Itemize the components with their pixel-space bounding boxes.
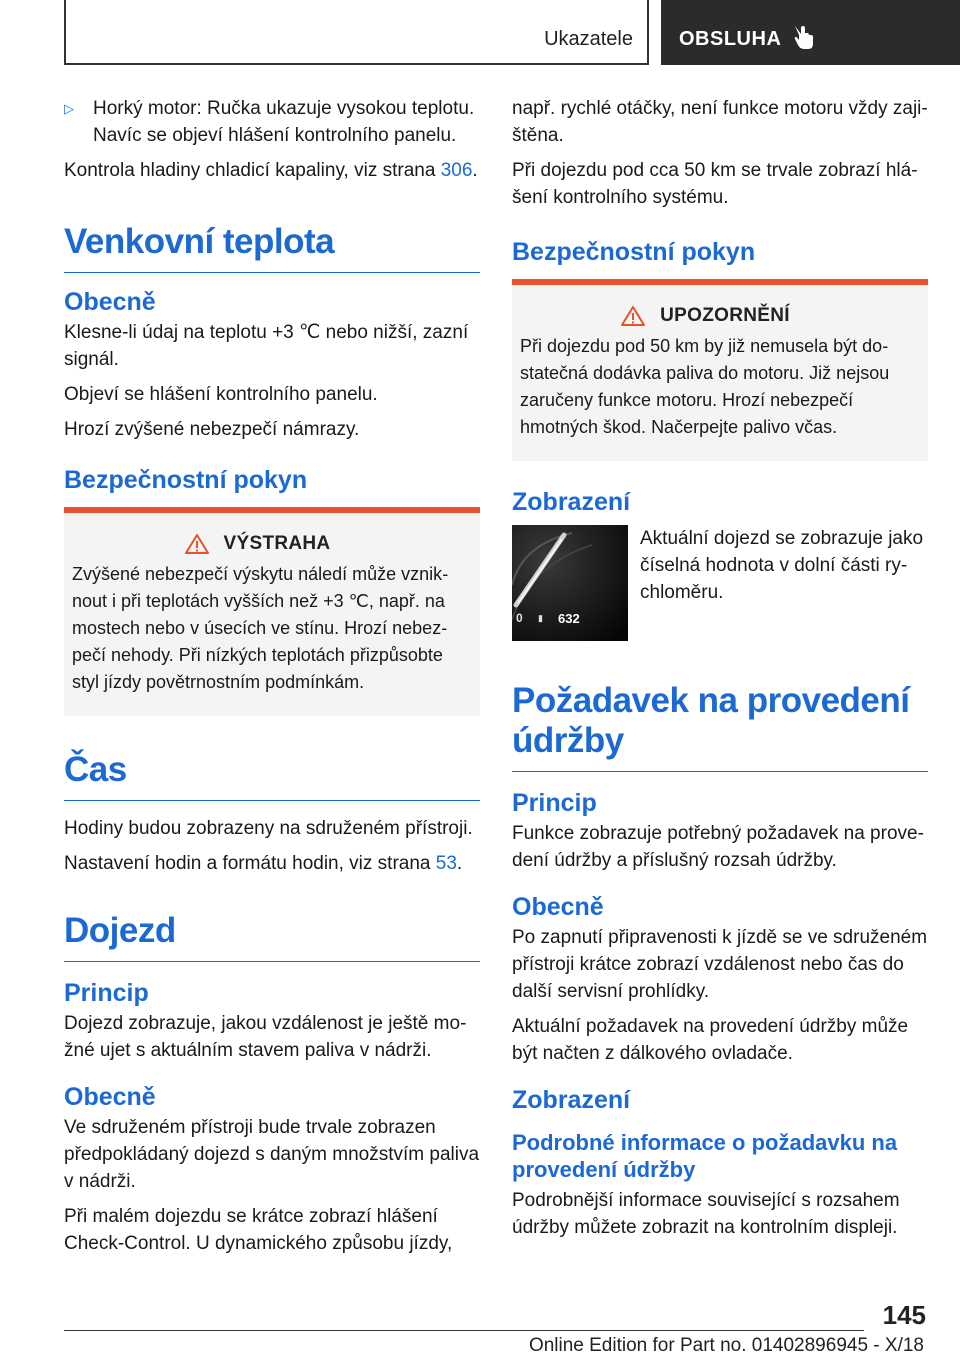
left-column (64, 95, 480, 1265)
time-p2: Nastavení hodin a formátu hodin, viz strana (64, 853, 431, 874)
range-title: Dojezd (64, 911, 480, 962)
general-p2-right: Aktuální požadavek na provedení údržby může být načten z dálkového ovladače. (512, 1016, 909, 1064)
chapter-label: OBSLUHA (679, 28, 782, 50)
principle-text: Dojezd zobrazuje, jakou vzdálenost je ještě možné ujet s aktuálním stavem paliva v nádrži. (64, 1013, 467, 1061)
safety-title-right: Bezpečnostní pokyn (512, 238, 756, 266)
time-p2-paragraph (64, 850, 480, 877)
triangle-bullet-icon: ▷ (64, 101, 74, 116)
warning-head (42, 533, 472, 555)
coolant-dot: . (472, 160, 478, 181)
display-row (512, 525, 928, 641)
general-p3: Hrozí zvýšené nebezpečí námrazy. (64, 419, 360, 440)
bullet-text: Horký motor: Ručka ukazuje vysokou teplotu. Navíc se objeví hlášení kontrolního panelu. (93, 98, 475, 146)
general-p1-right: Po zapnutí připravenosti k jízdě se ve sdruženém přístroji krátce zobrazí vzdálenost nebo čas do další servisní prohlídky. (512, 927, 928, 1002)
service-title: Požadavek na provedení údržby (512, 681, 928, 772)
coolant-text: Kontrola hladiny chladicí kapaliny, viz strana (64, 160, 436, 181)
fuel-icon: ▮ (538, 613, 543, 623)
page-number: 145 (882, 1300, 926, 1330)
display-title: Zobrazení (512, 488, 631, 516)
footer-divider (64, 1330, 864, 1331)
notice-label: UPOZORNĚNÍ (660, 305, 790, 326)
section-label: Ukazatele (544, 28, 633, 50)
principle-title: Princip (64, 979, 149, 1007)
notice-text: Při dojezdu pod 50 km by již nemusela být dostatečná dodávka paliva do motoru. Již nejsou zaručeny funkce motoru. Hrozí nebezpečí hmotných škod. Načerpejte palivo včas. (520, 336, 890, 437)
details-title: Podrobné informace o požadavku na provedení údržby (512, 1130, 898, 1182)
time-dot: . (456, 853, 463, 874)
cont-p1: např. rychlé otáčky, není funkce motoru vždy zajištěna. (512, 98, 928, 146)
edition-text: Online Edition for Part no. 01402896945 - X/18 (528, 1335, 924, 1356)
hand-pointer-icon (791, 22, 817, 50)
time-title: Čas (64, 750, 480, 801)
display2-title: Zobrazení (512, 1086, 631, 1114)
principle-text-right: Funkce zobrazuje potřebný požadavek na provedení údržby a příslušný rozsah údržby. (512, 823, 924, 871)
general-title-right: Obecně (512, 893, 604, 921)
range-value: 632 (558, 611, 580, 626)
safety-title: Bezpečnostní pokyn (64, 466, 308, 494)
notice-head (490, 305, 920, 327)
general-p2: Objeví se hlášení kontrolního panelu. (64, 384, 378, 405)
warning-box (64, 507, 480, 716)
coolant-paragraph (64, 157, 480, 184)
general-p1: Klesne-li údaj na teplotu +3 ℃ nebo nižší, zazní signál. (64, 322, 469, 370)
warning-label: VÝSTRAHA (223, 533, 331, 554)
speed-zero: 0 (516, 611, 523, 625)
speedometer-image (512, 525, 628, 641)
coolant-page-link[interactable]: 306 (440, 160, 473, 181)
chapter-tab (661, 0, 960, 65)
principle-title-right: Princip (512, 789, 597, 817)
general-title: Obecně (64, 288, 156, 316)
warning-triangle-icon (620, 305, 646, 327)
page-header (64, 0, 960, 65)
cont-p2: Při dojezdu pod cca 50 km se trvale zobrazí hlášení kontrolního systému. (512, 160, 918, 208)
time-page-link[interactable]: 53 (435, 853, 457, 874)
warning-triangle-icon (184, 533, 210, 555)
warning-text: Zvýšené nebezpečí výskytu náledí může vzniknout i při teplotách vyšších než +3 ℃, např. na mostech nebo v úsecích ve stínu. Hrozí nebezpečí nehody. Při nízkých teplotách přizpůsobte styl jízdy povětrnostním podmínkám. (72, 564, 449, 692)
display-text: Aktuální dojezd se zobrazuje jako číselná hodnota v dolní části rychloměru. (640, 528, 924, 603)
details-text: Podrobnější informace související s rozsahem údržby můžete zobrazit na kontrolním displeji. (512, 1190, 900, 1238)
time-p1: Hodiny budou zobrazeny na sdruženém přístroji. (64, 818, 473, 839)
notice-box (512, 279, 928, 461)
right-column (512, 95, 928, 1249)
general2-p1: Ve sdruženém přístroji bude trvale zobrazen předpokládaný dojezd s daným množstvím paliva v nádrži. (64, 1117, 480, 1192)
bullet-item (64, 95, 480, 157)
outside-temp-title: Venkovní teplota (64, 222, 480, 273)
section-tab (64, 0, 649, 65)
general2-p2: Při malém dojezdu se krátce zobrazí hlášení Check-Control. U dynamického způsobu jízdy, (64, 1206, 453, 1254)
general2-title: Obecně (64, 1083, 156, 1111)
